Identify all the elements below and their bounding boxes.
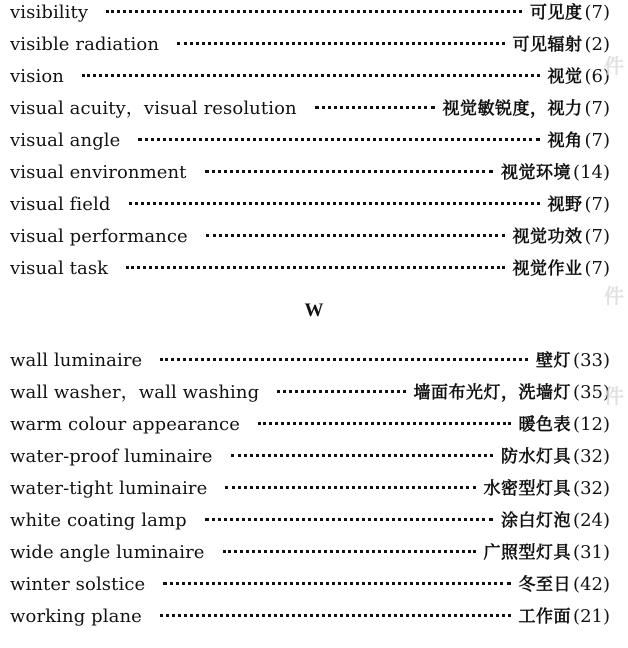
entry-term: visual acuity，visual resolution [10, 98, 297, 119]
entry-chinese: 冬至日 [518, 575, 572, 595]
dot-leader [126, 266, 504, 269]
entry-page-ref: (7) [584, 130, 610, 151]
entry-chinese: 墙面布光灯，洗墙灯 [413, 383, 572, 403]
entry-term: vision [10, 66, 64, 87]
entry-chinese: 视角 [547, 131, 583, 151]
entry-chinese: 防水灯具 [501, 447, 572, 467]
section-heading-w: W [304, 300, 324, 321]
entry-term: visual task [10, 258, 109, 279]
entry-chinese: 视觉 [547, 67, 583, 87]
entry-chinese: 涂白灯泡 [501, 511, 572, 531]
glossary-entry [10, 412, 610, 444]
entry-page-ref: (42) [573, 574, 610, 595]
glossary-section-w [10, 348, 610, 636]
entry-chinese: 水密型灯具 [483, 479, 572, 499]
glossary-entry [10, 64, 610, 96]
dot-leader [223, 550, 476, 553]
glossary-entry [10, 476, 610, 508]
entry-term: visibility [10, 2, 89, 23]
entry-chinese: 可见度 [530, 3, 583, 23]
entry-term: visual performance [10, 226, 188, 247]
glossary-entry [10, 604, 610, 636]
entry-term: white coating lamp [10, 510, 187, 531]
dot-leader [163, 582, 510, 585]
dot-leader [160, 614, 511, 617]
entry-page-ref: (14) [573, 162, 610, 183]
dot-leader [138, 138, 539, 141]
entry-page-ref: (31) [573, 542, 610, 563]
entry-page-ref: (6) [584, 66, 610, 87]
entry-page-ref: (12) [573, 414, 610, 435]
glossary-entry [10, 348, 610, 380]
entry-chinese: 视觉环境 [501, 163, 572, 183]
dot-leader [129, 202, 540, 205]
entry-page-ref: (32) [573, 478, 610, 499]
dot-leader [258, 422, 511, 425]
entry-page-ref: (7) [584, 258, 610, 279]
glossary-entry [10, 572, 610, 604]
entry-page-ref: (7) [584, 98, 610, 119]
glossary-entry [10, 192, 610, 224]
entry-term: visual environment [10, 162, 187, 183]
watermark-glyph: 件 [604, 384, 624, 408]
entry-page-ref: (2) [584, 34, 610, 55]
entry-chinese: 广照型灯具 [483, 543, 572, 563]
dot-leader [231, 454, 494, 457]
dot-leader [205, 170, 494, 173]
entry-chinese: 视野 [547, 195, 583, 215]
entry-term: winter solstice [10, 574, 146, 595]
dot-leader [225, 486, 475, 489]
glossary-entry [10, 128, 610, 160]
glossary-entry [10, 224, 610, 256]
entry-term: visual field [10, 194, 111, 215]
watermark-glyph: 件 [604, 54, 624, 78]
entry-term: wall luminaire [10, 350, 143, 371]
entry-chinese: 视觉敏锐度，视力 [442, 99, 583, 119]
dot-leader [206, 234, 505, 237]
entry-term: wall washer，wall washing [10, 382, 260, 403]
entry-chinese: 视觉功效 [512, 227, 583, 247]
glossary-entry [10, 380, 610, 412]
entry-term: water-proof luminaire [10, 446, 213, 467]
glossary-entry [10, 444, 610, 476]
entry-page-ref: (33) [573, 350, 610, 371]
entry-page-ref: (7) [584, 2, 610, 23]
entry-term: wide angle luminaire [10, 542, 205, 563]
glossary-section-v [10, 0, 610, 288]
watermark-glyph: 件 [604, 284, 624, 308]
entry-term: visual angle [10, 130, 121, 151]
entry-page-ref: (24) [573, 510, 610, 531]
glossary-entry [10, 540, 610, 572]
glossary-entry [10, 508, 610, 540]
glossary-entry [10, 0, 610, 32]
entry-page-ref: (21) [573, 606, 610, 627]
entry-page-ref: (35) [573, 382, 610, 403]
entry-term: working plane [10, 606, 142, 627]
entry-chinese: 工作面 [518, 607, 572, 627]
entry-chinese: 壁灯 [536, 351, 572, 371]
glossary-entry [10, 96, 610, 128]
dot-leader [82, 74, 540, 77]
dot-leader [177, 42, 504, 45]
dot-leader [315, 106, 435, 109]
entry-page-ref: (7) [584, 226, 610, 247]
entry-chinese: 视觉作业 [512, 259, 583, 279]
entry-term: warm colour appearance [10, 414, 240, 435]
entry-chinese: 可见辐射 [512, 35, 583, 55]
dot-leader [106, 10, 522, 13]
entry-page-ref: (7) [584, 194, 610, 215]
entry-chinese: 暖色表 [518, 415, 572, 435]
dot-leader [160, 358, 528, 361]
dot-leader [277, 390, 405, 393]
glossary-entry [10, 32, 610, 64]
entry-page-ref: (32) [573, 446, 610, 467]
glossary-entry [10, 160, 610, 192]
glossary-entry [10, 256, 610, 288]
entry-term: water-tight luminaire [10, 478, 208, 499]
entry-term: visible radiation [10, 34, 160, 55]
dot-leader [205, 518, 493, 521]
